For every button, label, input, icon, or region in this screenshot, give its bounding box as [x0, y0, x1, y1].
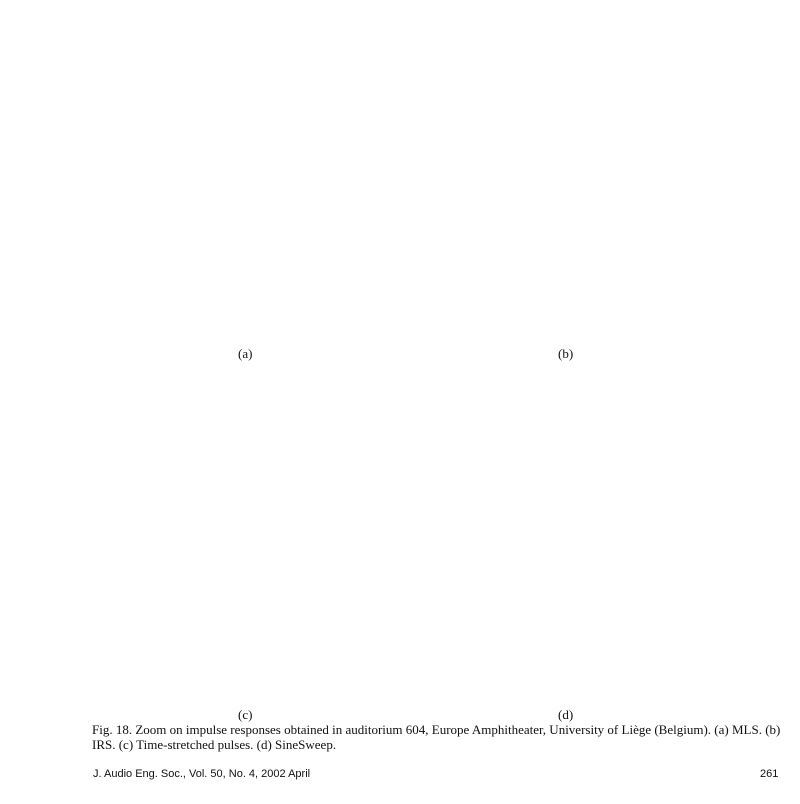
plot-b [388, 12, 724, 342]
plot-b-svg [388, 12, 724, 342]
plot-d-svg [388, 376, 724, 706]
sublabel-b: (b) [558, 346, 574, 361]
figure-caption: Fig. 18. Zoom on impulse responses obtained in auditorium 604, Europe Amphitheater, University of Liège (Belgium). (a) MLS. (b) IRS. (c) Time-stretched pulses. (d) SineSweep. [92, 722, 781, 752]
plot-d [388, 376, 724, 706]
sublabel-c: (c) [238, 707, 253, 722]
page-number: 261 [760, 768, 779, 780]
plot-c-svg [64, 376, 400, 706]
sublabel-d: (d) [558, 707, 574, 722]
footer-journal: J. Audio Eng. Soc., Vol. 50, No. 4, 2002 April [93, 768, 311, 780]
plot-c [64, 376, 400, 706]
sublabel-a: (a) [238, 346, 253, 361]
plot-a [64, 12, 400, 342]
plot-a-svg [64, 12, 400, 342]
